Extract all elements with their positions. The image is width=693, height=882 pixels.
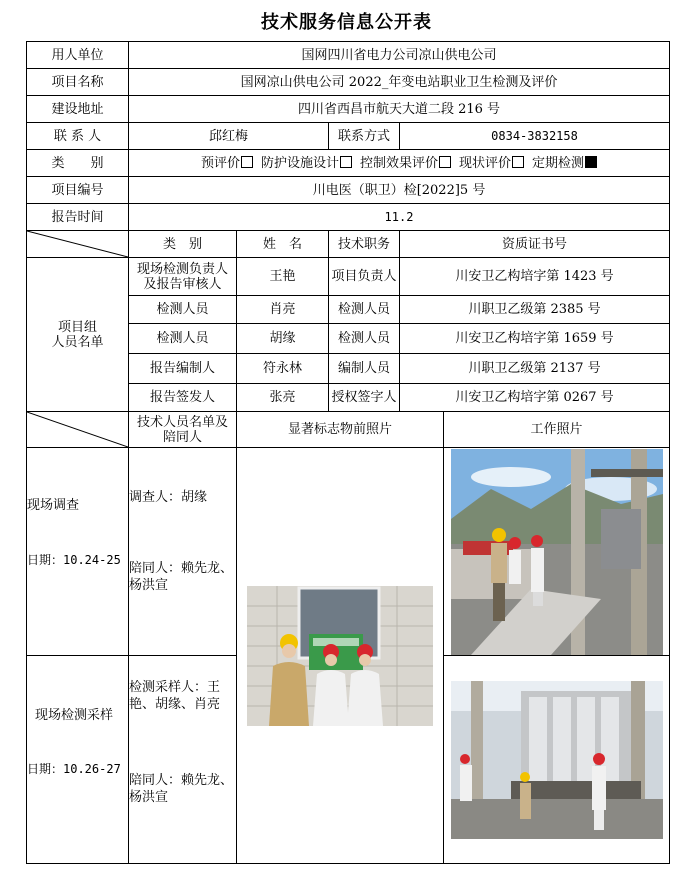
unchecked-box-icon bbox=[439, 156, 451, 168]
staff-row-cert: 川安卫乙构培字第 1659 号 bbox=[400, 324, 670, 354]
staff-row-type: 报告编制人 bbox=[129, 354, 237, 384]
photo-header-sign: 显著标志物前照片 bbox=[237, 412, 444, 448]
diagonal-cell bbox=[27, 231, 129, 258]
project-name-value: 国网凉山供电公司 2022_年变电站职业卫生检测及评价 bbox=[129, 69, 670, 96]
survey-date: 日期：10.24-25 bbox=[27, 553, 121, 567]
staff-header-type: 类 别 bbox=[129, 231, 237, 258]
sampling-date: 日期：10.26-27 bbox=[27, 762, 121, 776]
staff-row-cert: 川安卫乙构培字第 1423 号 bbox=[400, 258, 670, 296]
staff-row-cert: 川职卫乙级第 2137 号 bbox=[400, 354, 670, 384]
client-label: 用人单位 bbox=[27, 42, 129, 69]
sampling-label: 现场检测采样 bbox=[35, 708, 114, 723]
category-option bbox=[532, 156, 597, 171]
unchecked-box-icon bbox=[241, 156, 253, 168]
staff-group-label: 项目组 人员名单 bbox=[27, 258, 129, 412]
project-name-label: 项目名称 bbox=[27, 69, 129, 96]
category-option bbox=[459, 156, 524, 171]
staff-row-name: 肖亮 bbox=[237, 296, 329, 324]
staff-row-role: 检测人员 bbox=[329, 324, 400, 354]
work-photo-cell-1 bbox=[444, 448, 670, 656]
staff-row-name: 符永林 bbox=[237, 354, 329, 384]
staff-row-role: 项目负责人 bbox=[329, 258, 400, 296]
staff-row-name: 王艳 bbox=[237, 258, 329, 296]
staff-row-name: 张亮 bbox=[237, 384, 329, 412]
work-photo-substation-1 bbox=[451, 449, 663, 655]
sampling-sampler: 检测采样人：王艳、胡缘、肖亮 bbox=[129, 680, 221, 712]
survey-investigator: 调查人：胡缘 bbox=[129, 490, 208, 505]
category-option-label: 防护设施设计 bbox=[260, 155, 339, 171]
staff-header-cert: 资质证书号 bbox=[400, 231, 670, 258]
work-photo-cell-2 bbox=[444, 656, 670, 864]
staff-row-role: 检测人员 bbox=[329, 296, 400, 324]
address-label: 建设地址 bbox=[27, 96, 129, 123]
survey-label: 现场调查 bbox=[27, 498, 80, 513]
survey-escort: 陪同人：赖先龙、杨洪宣 bbox=[129, 561, 234, 593]
unchecked-box-icon bbox=[340, 156, 352, 168]
staff-row-type: 报告签发人 bbox=[129, 384, 237, 412]
unchecked-box-icon bbox=[512, 156, 524, 168]
address-value: 四川省西昌市航天大道二段 216 号 bbox=[129, 96, 670, 123]
project-no-label: 项目编号 bbox=[27, 177, 129, 204]
staff-row-name: 胡缘 bbox=[237, 324, 329, 354]
category-label: 类 别 bbox=[27, 150, 129, 177]
staff-row-role: 编制人员 bbox=[329, 354, 400, 384]
contact-value: 邱红梅 bbox=[129, 123, 329, 150]
diagonal-line bbox=[27, 412, 128, 447]
checked-box-icon bbox=[585, 156, 597, 168]
work-photo-substation-2 bbox=[451, 681, 663, 839]
category-option bbox=[261, 156, 352, 171]
photo-header-staff: 技术人员名单及 陪同人 bbox=[129, 412, 237, 448]
report-time-value: 11.2 bbox=[129, 204, 670, 231]
category-option-label: 预评价 bbox=[200, 155, 240, 171]
staff-header-role: 技术职务 bbox=[329, 231, 400, 258]
info-table bbox=[26, 41, 670, 864]
staff-row-cert: 川安卫乙构培字第 0267 号 bbox=[400, 384, 670, 412]
staff-row-cert: 川职卫乙级第 2385 号 bbox=[400, 296, 670, 324]
contact-label: 联 系 人 bbox=[27, 123, 129, 150]
category-options bbox=[129, 150, 670, 177]
category-option bbox=[360, 156, 451, 171]
survey-staff-cell bbox=[129, 448, 237, 656]
staff-row-type: 检测人员 bbox=[129, 296, 237, 324]
report-time-label: 报告时间 bbox=[27, 204, 129, 231]
sampling-escort: 陪同人：赖先龙、杨洪宣 bbox=[129, 773, 234, 805]
diagonal-line bbox=[27, 231, 128, 257]
staff-header-name: 姓 名 bbox=[237, 231, 329, 258]
category-option bbox=[201, 156, 253, 171]
category-option-label: 定期检测 bbox=[532, 155, 585, 171]
category-option-label: 控制效果评价 bbox=[360, 155, 439, 171]
sampling-label-cell bbox=[27, 656, 129, 864]
phone-label: 联系方式 bbox=[329, 123, 400, 150]
project-no-value: 川电医（职卫）检[2022]5 号 bbox=[129, 177, 670, 204]
page-title: 技术服务信息公开表 bbox=[261, 12, 432, 33]
diagonal-cell bbox=[27, 412, 129, 448]
survey-label-cell bbox=[27, 448, 129, 656]
photo-header-work: 工作照片 bbox=[444, 412, 670, 448]
sign-photo bbox=[247, 586, 433, 726]
category-option-label: 现状评价 bbox=[459, 155, 512, 171]
staff-row-type: 现场检测负责人 及报告审核人 bbox=[129, 258, 237, 296]
staff-row-role: 授权签字人 bbox=[329, 384, 400, 412]
sampling-staff-cell bbox=[129, 656, 237, 864]
client-value: 国网四川省电力公司凉山供电公司 bbox=[129, 42, 670, 69]
phone-value: 0834-3832158 bbox=[400, 123, 670, 150]
sign-photo-cell bbox=[237, 448, 444, 864]
staff-row-type: 检测人员 bbox=[129, 324, 237, 354]
